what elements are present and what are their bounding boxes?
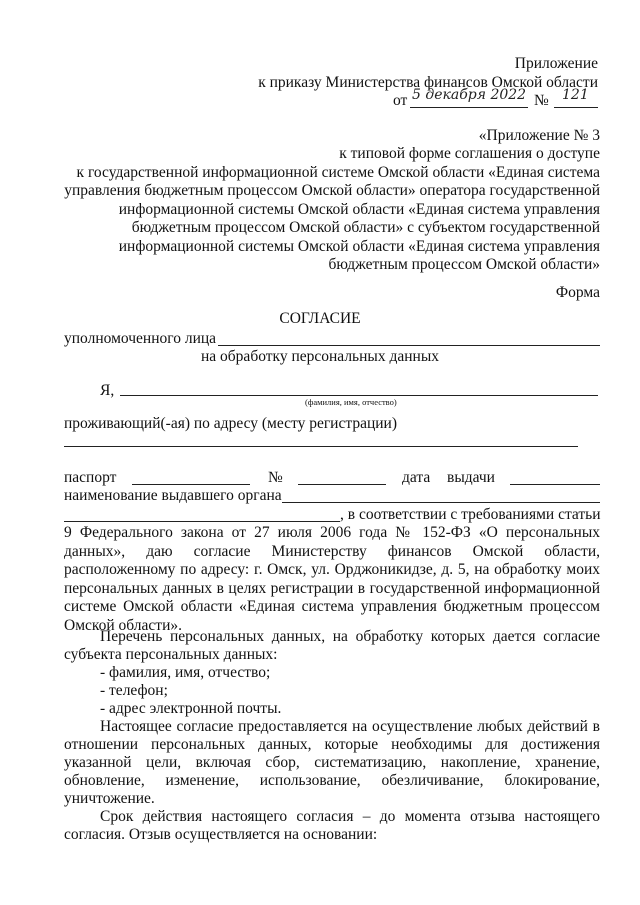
fio-field[interactable] (120, 395, 598, 396)
para1-line: персональных данных в целях регистрации в государственной информационной (64, 580, 600, 597)
date-line (410, 107, 528, 108)
para3-line: обновление, изменение, использование, обезличивание, блокирование, (64, 772, 600, 789)
issuer-field-continued[interactable] (64, 521, 340, 522)
document-title: СОГЛАСИЕ (279, 310, 361, 327)
order-number-handwritten: 121 (562, 87, 589, 103)
order-label: к приказу Министерства финансов Омской области (258, 74, 598, 91)
appendix-label: Приложение (514, 55, 598, 72)
number-label: № (534, 92, 549, 109)
order-date-handwritten: 5 декабря 2022 (412, 87, 527, 103)
appendix3-line: информационной системы Омской области «Единая система управления (118, 201, 600, 218)
list-item: - телефон; (100, 682, 168, 699)
appendix3-line: управления бюджетным процессом Омской области» оператора государственной (64, 182, 600, 199)
passport-number-label: № (268, 469, 283, 486)
address-field[interactable] (64, 446, 578, 447)
para1-line: системе Омской области «Единая система управления бюджетным процессом (64, 598, 600, 615)
para1-line: данных», даю согласие Министерству финансов Омской области, (64, 543, 600, 560)
para1-line: Омской области». (64, 617, 182, 634)
from-label: от (393, 92, 408, 109)
para2-line: Перечень персональных данных, на обработку которых дается согласие (100, 628, 600, 645)
subtitle-authorized-person: уполномоченного лица (64, 330, 217, 347)
list-item: - фамилия, имя, отчество; (100, 664, 271, 681)
issuer-field[interactable] (282, 502, 600, 503)
para3-line: Настоящее согласие предоставляется на осуществление любых действий в (100, 718, 600, 735)
form-label: Форма (555, 284, 600, 301)
appendix3-line: бюджетным процессом Омской области» (328, 256, 600, 273)
para1-line: расположенному по адресу: г. Омск, ул. Орджоникидзе, д. 5, на обработку моих (64, 561, 600, 578)
para4-line: согласия. Отзыв осуществляется на основании: (64, 826, 378, 843)
para1-line: 9 Федерального закона от 27 июля 2006 года № 152-ФЗ «О персональных (64, 524, 600, 541)
appendix3-line: бюджетным процессом Омской области» с субъектом государственной (131, 219, 600, 236)
passport-date-field[interactable] (510, 484, 600, 485)
para4-line: Срок действия настоящего согласия – до момента отзыва настоящего (100, 808, 600, 825)
passport-number-field[interactable] (298, 484, 386, 485)
para1-line: , в соответствии с требованиями статьи (340, 506, 601, 523)
subtitle-processing: на обработку персональных данных (201, 348, 439, 365)
passport-issue-label: выдачи (447, 469, 495, 486)
authorized-person-field[interactable] (218, 345, 600, 346)
para3-line: уничтожение. (64, 790, 155, 807)
appendix3-line: информационной системы Омской области «Единая система управления (118, 238, 600, 255)
number-line (554, 107, 598, 108)
list-item: - адрес электронной почты. (100, 700, 282, 717)
address-label: проживающий(-ая) по адресу (месту регистрации) (64, 415, 397, 432)
appendix3-line: «Приложение № 3 (478, 127, 600, 144)
para3-line: указанной цели, включая сбор, систематизацию, накопление, хранение, (64, 754, 600, 771)
para2-line: субъекта персональных данных: (64, 646, 278, 663)
issuer-label: наименование выдавшего органа (64, 487, 282, 504)
ya-label: Я, (100, 382, 115, 399)
passport-series-field[interactable] (132, 484, 250, 485)
appendix3-line: к типовой форме соглашения о доступе (339, 145, 600, 162)
passport-label: паспорт (64, 469, 117, 486)
para3-line: отношении персональных данных, которые необходимы для достижения (64, 736, 600, 753)
passport-date-label: дата (402, 469, 431, 486)
fio-hint: (фамилия, имя, отчество) (305, 397, 397, 407)
appendix3-line: к государственной информационной системе Омской области «Единая система (76, 164, 600, 181)
